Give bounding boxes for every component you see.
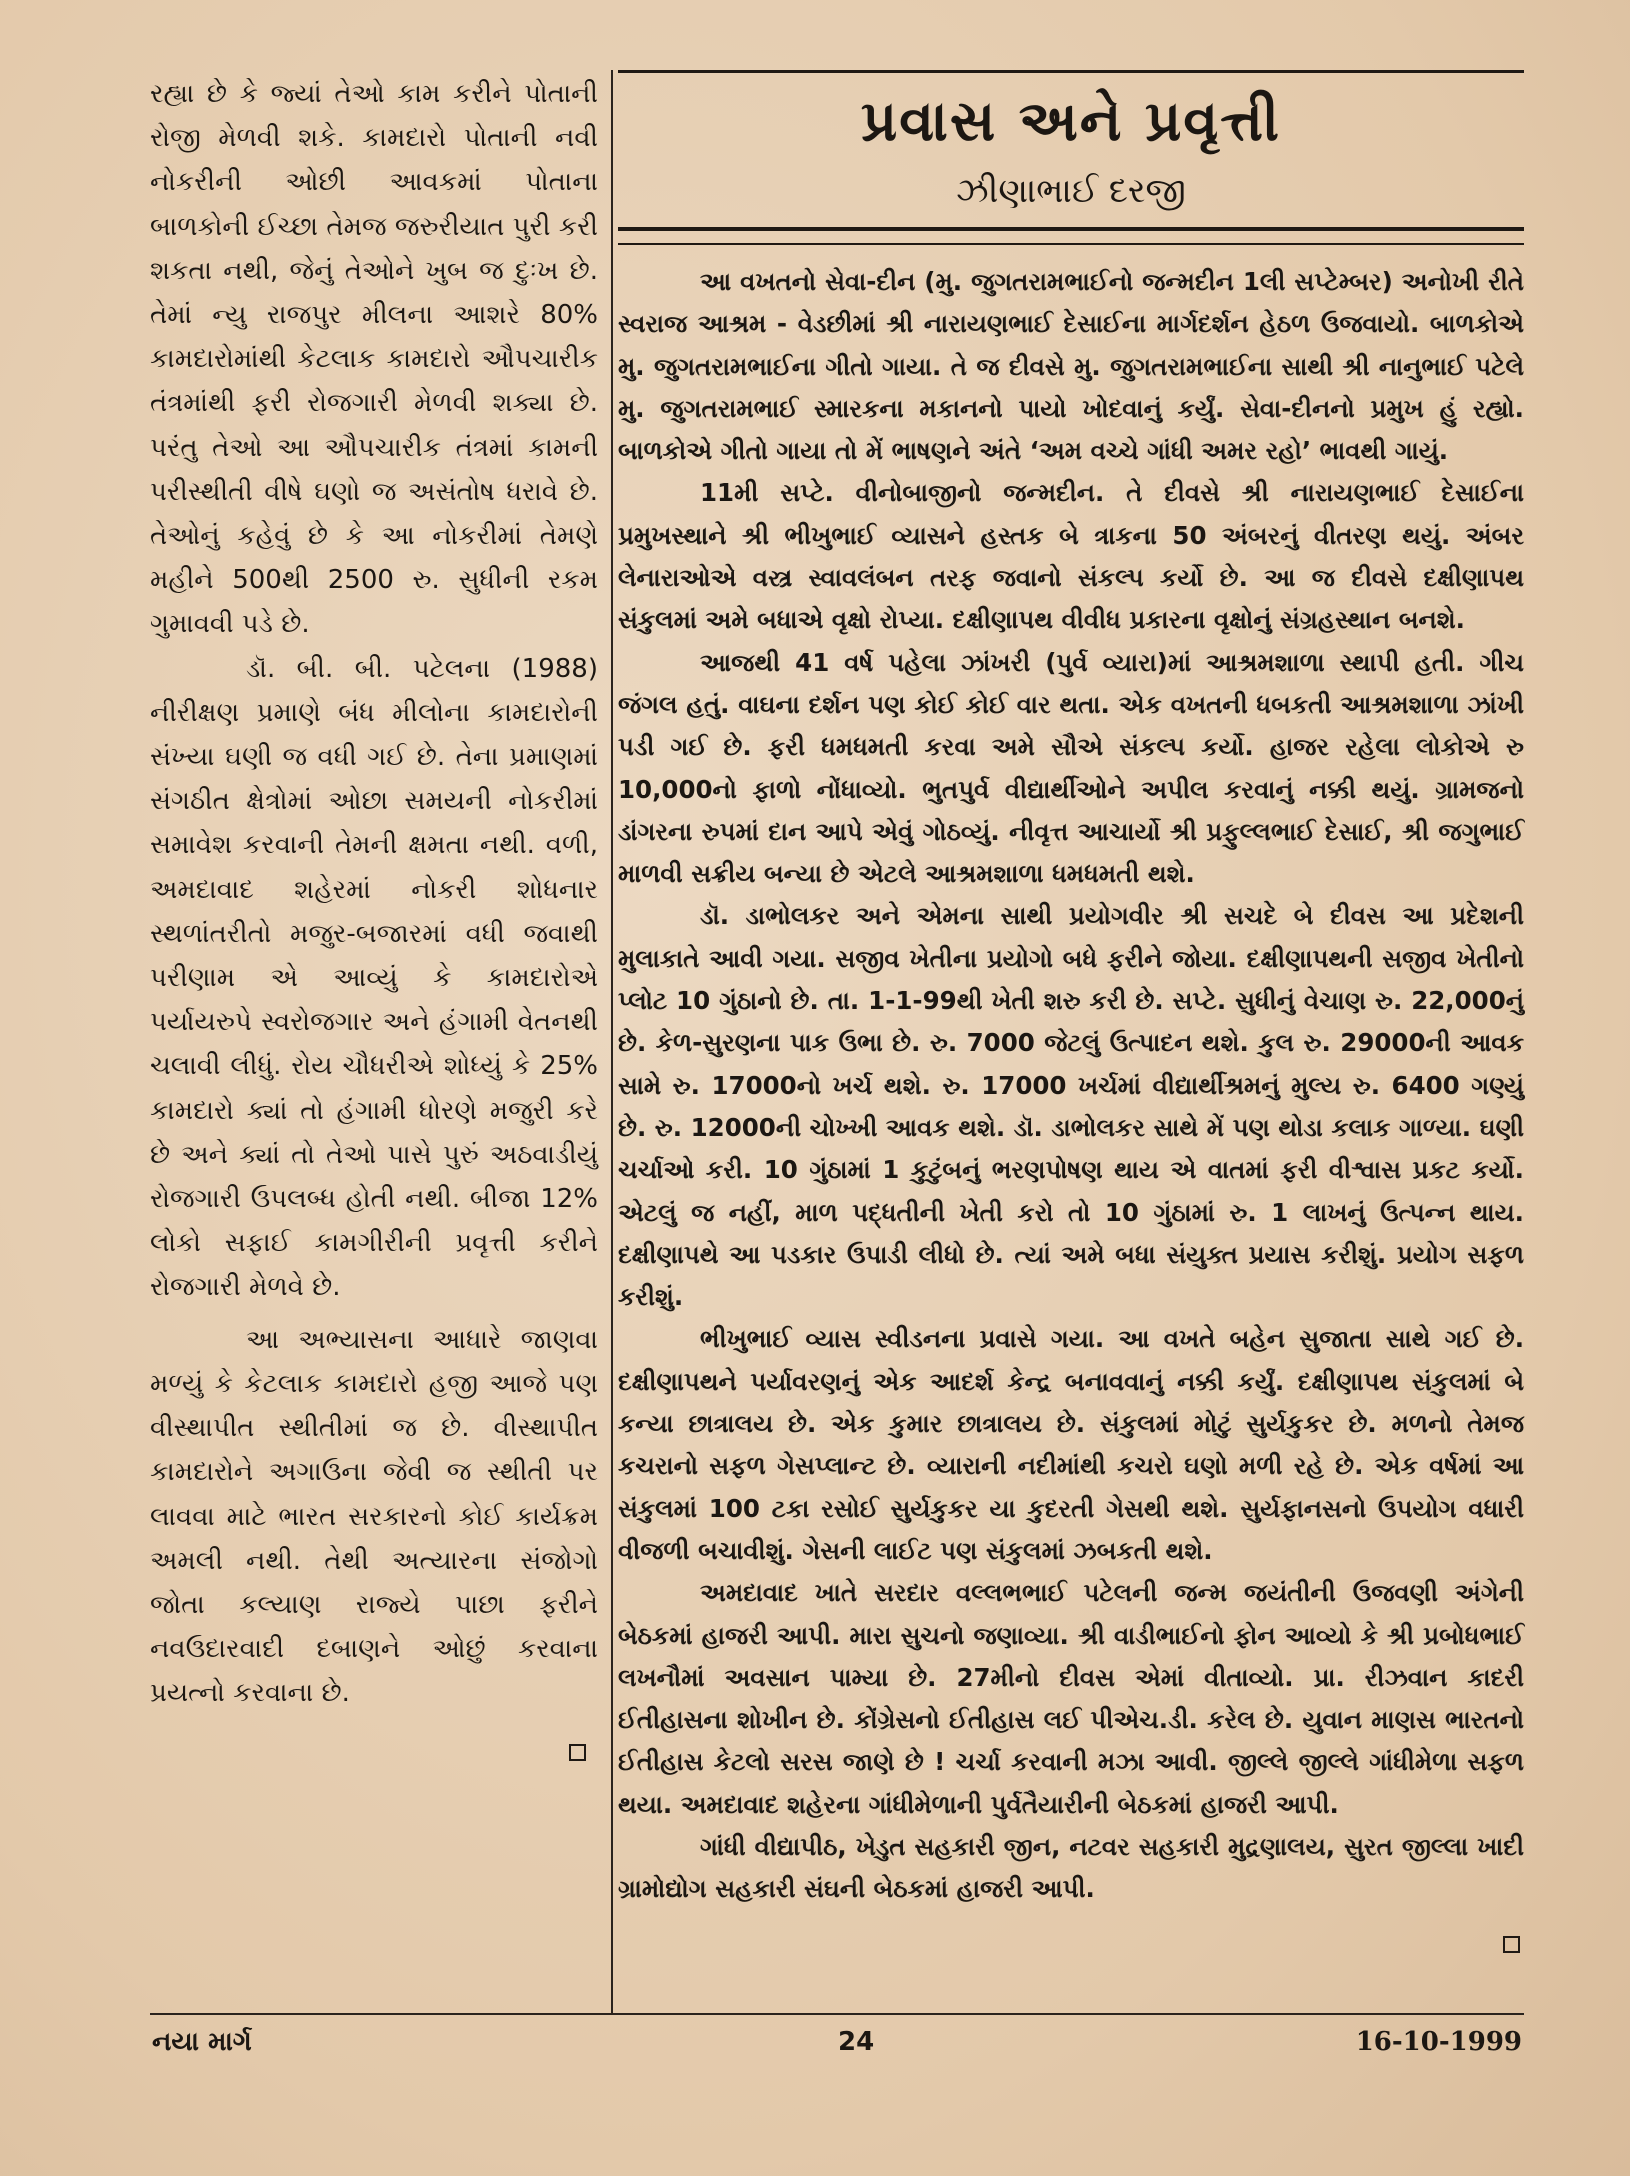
left-column [150, 72, 598, 1774]
end-box-icon [1503, 1936, 1520, 1953]
article-paragraph-6: અમદાવાદ ખાતે સરદાર વલ્લભભાઈ પટેલની જન્મ જયંતીની ઉજવણી અંગેની બેઠકમાં હાજરી આપી. મારા સુચનો જણાવ્યા. શ્રી વાડીભાઈનો ફોન આવ્યો કે શ્રી પ્રબોધભાઈ લખનૌમાં અવસાન પામ્યા છે. 27મીનો દીવસ એમાં વીતાવ્યો. પ્રા. રીઝવાન કાદરી ઈતીહાસના શોખીન છે. કોંગ્રેસનો ઈતીહાસ લઈ પીએચ.ડી. કરેલ છે. યુવાન માણસ ભારતનો ઈતીહાસ કેટલો સરસ જાણે છે ! ચર્ચા કરવાની મઝા આવી. જીલ્લે જીલ્લે ગાંધીમેળા સફળ થયા. અમદાવાદ શહેરના ગાંધીમેળાની પુર્વતૈયારીની બેઠકમાં હાજરી આપી. [618, 1578, 1524, 1819]
article-paragraph-3: આજથી 41 વર્ષ પહેલા ઝાંખરી (પુર્વ વ્યારા)માં આશ્રમશાળા સ્થાપી હતી. ગીચ જંગલ હતું. વાઘના દર્શન પણ કોઈ કોઈ વાર થતા. એક વખતની ધબકતી આશ્રમશાળા ઝાંખી પડી ગઈ છે. ફરી ધમધમતી કરવા અમે સૌએ સંકલ્પ કર્યો. હાજર રહેલા લોકોએ રુ 10,000નો ફાળો નોંધાવ્યો. ભુતપુર્વ વીદ્યાર્થીઓને અપીલ કરવાનું નક્કી થયું. ગ્રામજનો ડાંગરના રુપમાં દાન આપે એવું ગોઠવ્યું. નીવૃત્ત આચાર્યો શ્રી પ્રફુલ્લભાઈ દેસાઈ, શ્રી જગુભાઈ માળવી સક્રીય બન્યા છે એટલે આશ્રમશાળા ધમધમતી થશે. [618, 647, 1524, 889]
article [618, 70, 1524, 1965]
article-body [618, 261, 1524, 1911]
top-rule [618, 70, 1524, 73]
article-paragraph-2: 11મી સપ્ટે. વીનોબાજીનો જન્મદીન. તે દીવસે શ્રી નારાયણભાઈ દેસાઈના પ્રમુખસ્થાને શ્રી ભીખુભાઈ વ્યાસને હસ્તક બે ત્રાકના 50 અંબરનું વીતરણ થયું. અંબર લેનારાઓએ વસ્ત્ર સ્વાવલંબન તરફ જવાનો સંકલ્પ કર્યો છે. આ જ દીવસે દક્ષીણાપથ સંકુલમાં અમે બધાએ વૃક્ષો રોપ્યા. દક્ષીણાપથ વીવીધ પ્રકારના વૃક્ષોનું સંગ્રહસ્થાન બનશે. [618, 478, 1524, 635]
article-end-mark [1503, 1923, 1520, 1965]
article-title: પ્રવાસ અને પ્રવૃત્તી [860, 89, 1282, 154]
footer-page-number: 24 [838, 2027, 875, 2057]
column-divider [611, 70, 613, 2014]
footer-date: 16-10-1999 [1355, 2027, 1522, 2057]
article-paragraph-7: ગાંધી વીદ્યાપીઠ, ખેડુત સહકારી જીન, નટવર સહકારી મુદ્રણાલય, સુરત જીલ્લા ખાદી ગ્રામોદ્યોગ સહકારી સંઘની બેઠકમાં હાજરી આપી. [618, 1831, 1524, 1904]
article-author: ઝીણાભાઈ દરજી [956, 171, 1186, 211]
left-paragraph-2: ડૉ. બી. બી. પટેલના (1988) નીરીક્ષણ પ્રમાણે બંધ મીલોના કામદારોની સંખ્યા ઘણી જ વધી ગઈ છે. તેના પ્રમાણમાં સંગઠીત ક્ષેત્રોમાં ઓછા સમયની નોકરીમાં સમાવેશ કરવાની તેમની ક્ષમતા નથી. વળી, અમદાવાદ શહેરમાં નોકરી શોધનાર સ્થળાંતરીતો મજુર-બજારમાં વધી જવાથી પરીણામ એ આવ્યું કે કામદારોએ પર્યાયરુપે સ્વરોજગાર અને હંગામી વેતનથી ચલાવી લીધું. રોય ચૌધરીએ શોધ્યું કે 25% કામદારો ક્યાં તો હંગામી ધોરણે મજુરી કરે છે અને ક્યાં તો તેઓ પાસે પુરું અઠવાડીયું રોજગારી ઉપલબ્ધ હોતી નથી. બીજા 12% લોકો સફાઈ કામગીરીની પ્રવૃત્તી કરીને રોજગારી મેળવે છે. [150, 653, 598, 1303]
article-paragraph-4: ડૉ. ડાભોલકર અને એમના સાથી પ્રયોગવીર શ્રી સચદે બે દીવસ આ પ્રદેશની મુલાકાતે આવી ગયા. સજીવ ખેતીના પ્રયોગો બધે ફરીને જોયા. દક્ષીણાપથની સજીવ ખેતીનો પ્લોટ 10 ગુંઠાનો છે. તા. 1-1-99થી ખેતી શરુ કરી છે. સપ્ટે. સુધીનું વેચાણ રુ. 22,000નું છે. કેળ-સુરણના પાક ઉભા છે. રુ. 7000 જેટલું ઉત્પાદન થશે. કુલ રુ. 29000ની આવક સામે રુ. 17000નો ખર્ચ થશે. રુ. 17000 ખર્ચમાં વીદ્યાર્થીશ્રમનું મુલ્ય રુ. 6400 ગણ્યું છે. રુ. 12000ની ચોખ્ખી આવક થશે. ડૉ. ડાભોલકર સાથે મેં પણ થોડા કલાક ગાળ્યા. ઘણી ચર્ચાઓ કરી. 10 ગુંઠામાં 1 કુટુંબનું ભરણપોષણ થાય એ વાતમાં ફરી વીશ્વાસ પ્રકટ કર્યો. એટલું જ નહીં, માળ પદ્ધતીની ખેતી કરો તો 10 ગુંઠામાં રુ. 1 લાખનું ઉત્પન્ન થાય. દક્ષીણાપથે આ પડકાર ઉપાડી લીધો છે. ત્યાં અમે બધા સંયુક્ત પ્રયાસ કરીશું. પ્રયોગ સફળ કરીશું. [618, 901, 1524, 1312]
article-paragraph-1: આ વખતનો સેવા-દીન (મુ. જુગતરામભાઈનો જન્મદીન 1લી સપ્ટેમ્બર) અનોખી રીતે સ્વરાજ આશ્રમ - વેડછીમાં શ્રી નારાયણભાઈ દેસાઈના માર્ગદર્શન હેઠળ ઉજવાયો. બાળકોએ મુ. જુગતરામભાઈના ગીતો ગાયા. તે જ દીવસે મુ. જુગતરામભાઈના સાથી શ્રી નાનુભાઈ પટેલે મુ. જુગતરામભાઈ સ્મારકના મકાનનો પાયો ખોદવાનું કર્યું. સેવા-દીનનો પ્રમુખ હું રહ્યો. બાળકોએ ગીતો ગાયા તો મેં ભાષણને અંતે ‘અમ વચ્ચે ગાંધી અમર રહો’ ભાવથી ગાયું. [618, 267, 1524, 466]
end-box-icon [569, 1744, 586, 1761]
article-paragraph-5: ભીખુભાઈ વ્યાસ સ્વીડનના પ્રવાસે ગયા. આ વખતે બહેન સુજાતા સાથે ગઈ છે. દક્ષીણાપથને પર્યાવરણનું એક આદર્શ કેન્દ્ર બનાવવાનું નક્કી કર્યું. દક્ષીણાપથ સંકુલમાં બે કન્યા છાત્રાલય છે. એક કુમાર છાત્રાલય છે. સંકુલમાં મોટું સુર્યકુકર છે. મળનો તેમજ કચરાનો સફળ ગેસપ્લાન્ટ છે. વ્યારાની નદીમાંથી કચરો ઘણો મળી રહે છે. એક વર્ષમાં આ સંકુલમાં 100 ટકા રસોઈ સુર્યકુકર યા કુદરતી ગેસથી થશે. સુર્યફાનસનો ઉપયોગ વધારી વીજળી બચાવીશું. ગેસની લાઈટ પણ સંકુલમાં ઝબકતી થશે. [618, 1324, 1524, 1565]
left-paragraph-1: રહ્યા છે કે જ્યાં તેઓ કામ કરીને પોતાની રોજી મેળવી શકે. કામદારો પોતાની નવી નોકરીની ઓછી આવકમાં પોતાના બાળકોની ઈચ્છા તેમજ જરુરીયાત પુરી કરી શકતા નથી, જેનું તેઓને ખુબ જ દુઃખ છે. તેમાં ન્યુ રાજપુર મીલના આશરે 80% કામદારોમાંથી કેટલાક કામદારો ઔપચારીક તંત્રમાંથી ફરી રોજગારી મેળવી શક્યા છે. પરંતુ તેઓ આ ઔપચારીક તંત્રમાં કામની પરીસ્થીતી વીષે ઘણો જ અસંતોષ ધરાવે છે. તેઓનું કહેવું છે કે આ નોકરીમાં તેમણે મહીને 500થી 2500 રુ. સુધીની રકમ ગુમાવવી પડે છે. [150, 79, 598, 640]
footer-publication: નયા માર્ગ [152, 2027, 252, 2057]
left-end-mark [150, 1730, 598, 1774]
title-divider [618, 227, 1524, 245]
footer-divider [150, 2013, 1524, 2015]
left-paragraph-3: આ અભ્યાસના આધારે જાણવા મળ્યું કે કેટલાક કામદારો હજી આજે પણ વીસ્થાપીત સ્થીતીમાં જ છે. વીસ્થાપીત કામદારોને અગાઉના જેવી જ સ્થીતી પર લાવવા માટે ભારત સરકારનો કોઈ કાર્યક્રમ અમલી નથી. તેથી અત્યારના સંજોગો જોતા કલ્યાણ રાજ્યે પાછા ફરીને નવઉદારવાદી દબાણને ઓછું કરવાના પ્રયત્નો કરવાના છે. [150, 1324, 598, 1709]
